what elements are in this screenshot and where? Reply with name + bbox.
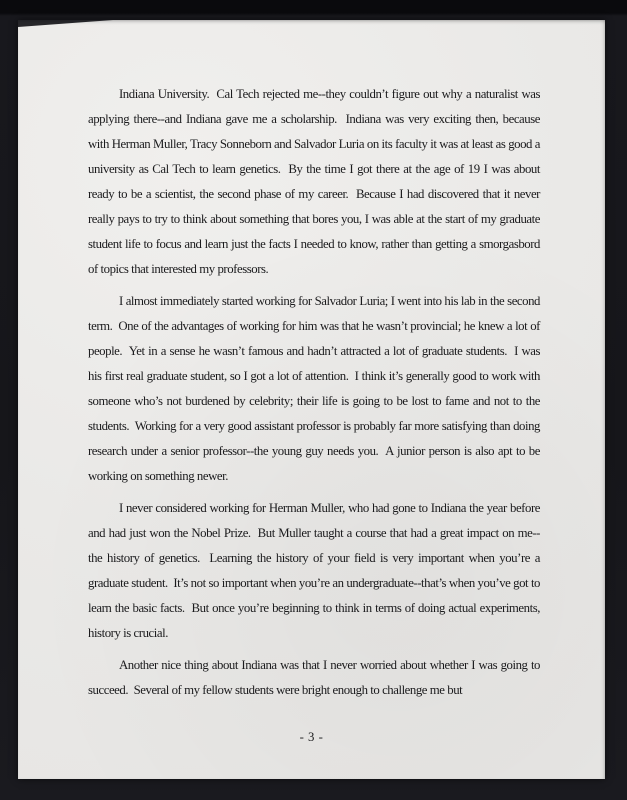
paragraph: Another nice thing about Indiana was that I never worried about whether I was going to succeed. Several of my fellow students were bright enough to challenge me but	[88, 658, 543, 697]
paragraph: Indiana University. Cal Tech rejected me--they couldn’t figure out why a naturalist was applying there--and Indiana gave me a scholarship. Indiana was very exciting then, because with Herman Muller, Tracy Sonneborn and Salvador Luria on its faculty it was at least as good a university as Cal Tech to learn genetics. By the time I got there at the age of 19 I was about ready to be a scientist, the second phase of my career. Because I had discovered that it never really pays to try to think about something that bores you, I was able at the start of my graduate student life to focus and learn just the facts I needed to know, rather than getting a smorgasbord of topics that interested my professors.	[88, 87, 543, 276]
paper-corner-shadow	[18, 20, 113, 27]
paragraph: I almost immediately started working for Salvador Luria; I went into his lab in the second term. One of the advantages of working for him was that he wasn’t provincial; he knew a lot of people. Yet in a sense he wasn’t famous and hadn’t attracted a lot of graduate students. I was his first real graduate student, so I got a lot of attention. I think it’s generally good to work with someone who’s not burdened by celebrity; their life is going to be lost to fame and not to the students. Working for a very good assistant professor is probably far more satisfying than doing research under a senior professor--the young guy needs you. A junior person is also apt to be working on something newer.	[88, 294, 543, 483]
paragraph: I never considered working for Herman Muller, who had gone to Indiana the year before and had just won the Nobel Prize. But Muller taught a course that had a great impact on me--the history of genetics. Learning the history of your field is very important when you’re a graduate student. It’s not so important when you’re an undergraduate--that’s when you’ve got to learn the basic facts. But once you’re beginning to think in terms of doing actual experiments, history is crucial.	[88, 501, 543, 640]
document-body	[88, 82, 543, 710]
page-number: - 3 -	[299, 730, 324, 744]
paper-sheet	[18, 20, 605, 779]
